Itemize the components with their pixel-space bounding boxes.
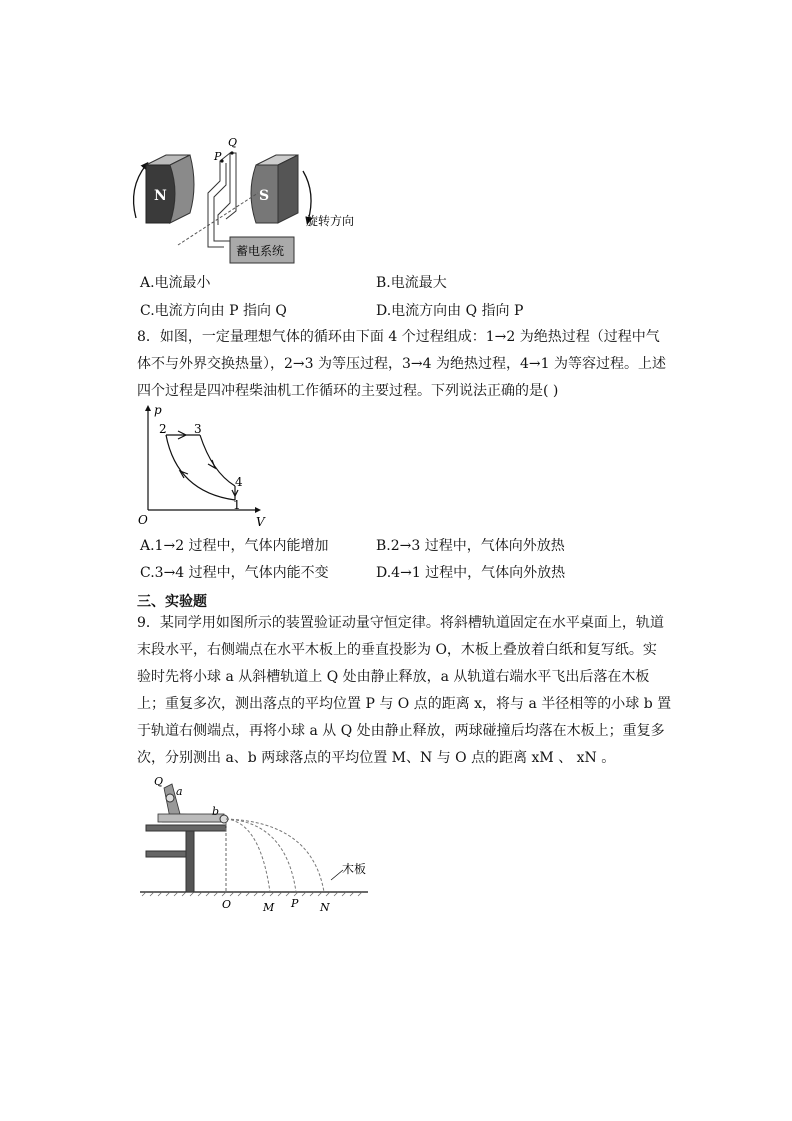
q9-line-1: 9．某同学用如图所示的装置验证动量守恒定律。将斜槽轨道固定在水平桌面上，轨道 <box>137 615 664 631</box>
svg-text:a: a <box>176 785 183 798</box>
rotation-arrow-left-icon <box>134 165 146 218</box>
pv-diagram <box>132 402 272 530</box>
rotation-label: 旋转方向 <box>306 214 355 228</box>
section-title: 三、实验题 <box>137 594 207 610</box>
svg-text:P: P <box>214 150 222 163</box>
q7-option-b: B.电流最大 <box>376 275 447 291</box>
svg-text:蓄电系统: 蓄电系统 <box>236 244 285 258</box>
q8-line-1: 8．如图，一定量理想气体的循环由下面 4 个过程组成：1→2 为绝热过程（过程中气 <box>137 329 660 345</box>
table-top <box>146 825 226 831</box>
table-shelf <box>146 851 192 857</box>
ball-a <box>166 794 174 802</box>
svg-text:S: S <box>259 188 270 204</box>
q8-option-c: C.3→4 过程中，气体内能不变 <box>140 565 329 581</box>
q9-line-2: 末段水平，右侧端点在水平木板上的垂直投影为 O，木板上叠放着白纸和复写纸。实 <box>137 642 657 658</box>
svg-text:3: 3 <box>194 422 202 436</box>
svg-text:p: p <box>154 403 162 417</box>
q9-line-6: 次，分别测出 a、b 两球落点的平均位置 M、N 与 O 点的距离 xM 、 xN 。 <box>137 750 616 766</box>
svg-text:Q: Q <box>228 136 238 149</box>
svg-text:4: 4 <box>235 475 243 489</box>
q8-line-3: 四个过程是四冲程柴油机工作循环的主要过程。下列说法正确的是( ) <box>137 383 559 399</box>
svg-text:b: b <box>212 805 220 818</box>
q8-option-d: D.4→1 过程中，气体向外放热 <box>376 565 566 581</box>
svg-text:木板: 木板 <box>342 862 367 876</box>
q9-line-4: 上；重复多次，测出落点的平均位置 P 与 O 点的距离 x，将与 a 半径相等的小球 b 置 <box>137 696 672 712</box>
svg-text:P: P <box>291 897 299 910</box>
collision-apparatus-figure <box>136 770 376 916</box>
svg-text:O: O <box>222 898 232 911</box>
magnet-s <box>251 155 298 223</box>
svg-text:2: 2 <box>159 422 167 436</box>
svg-text:M: M <box>263 901 275 914</box>
svg-text:1: 1 <box>233 498 241 512</box>
q7-option-d: D.电流方向由 Q 指向 P <box>376 303 524 319</box>
q8-line-2: 体不与外界交换热量），2→3 为等压过程，3→4 为绝热过程，4→1 为等容过程。上述 <box>137 356 666 372</box>
svg-text:V: V <box>256 515 265 529</box>
q7-option-a: A.电流最小 <box>140 275 211 291</box>
q8-option-a: A.1→2 过程中，气体内能增加 <box>140 538 329 554</box>
svg-text:N: N <box>320 901 330 914</box>
q8-option-b: B.2→3 过程中，气体向外放热 <box>376 538 565 554</box>
svg-text:O: O <box>138 513 148 527</box>
svg-text:N: N <box>154 188 167 204</box>
q7-option-c: C.电流方向由 P 指向 Q <box>140 303 287 319</box>
generator-figure <box>118 133 378 273</box>
svg-text:Q: Q <box>154 775 164 788</box>
q9-line-5: 于轨道右侧端点，再将小球 a 从 Q 处由静止释放，两球碰撞后均落在木板上；重复多 <box>137 723 665 739</box>
q9-line-3: 验时先将小球 a 从斜槽轨道上 Q 处由静止释放，a 从轨道右端水平飞出后落在木板 <box>137 669 650 685</box>
table-leg <box>186 831 194 892</box>
magnet-n <box>146 155 194 223</box>
